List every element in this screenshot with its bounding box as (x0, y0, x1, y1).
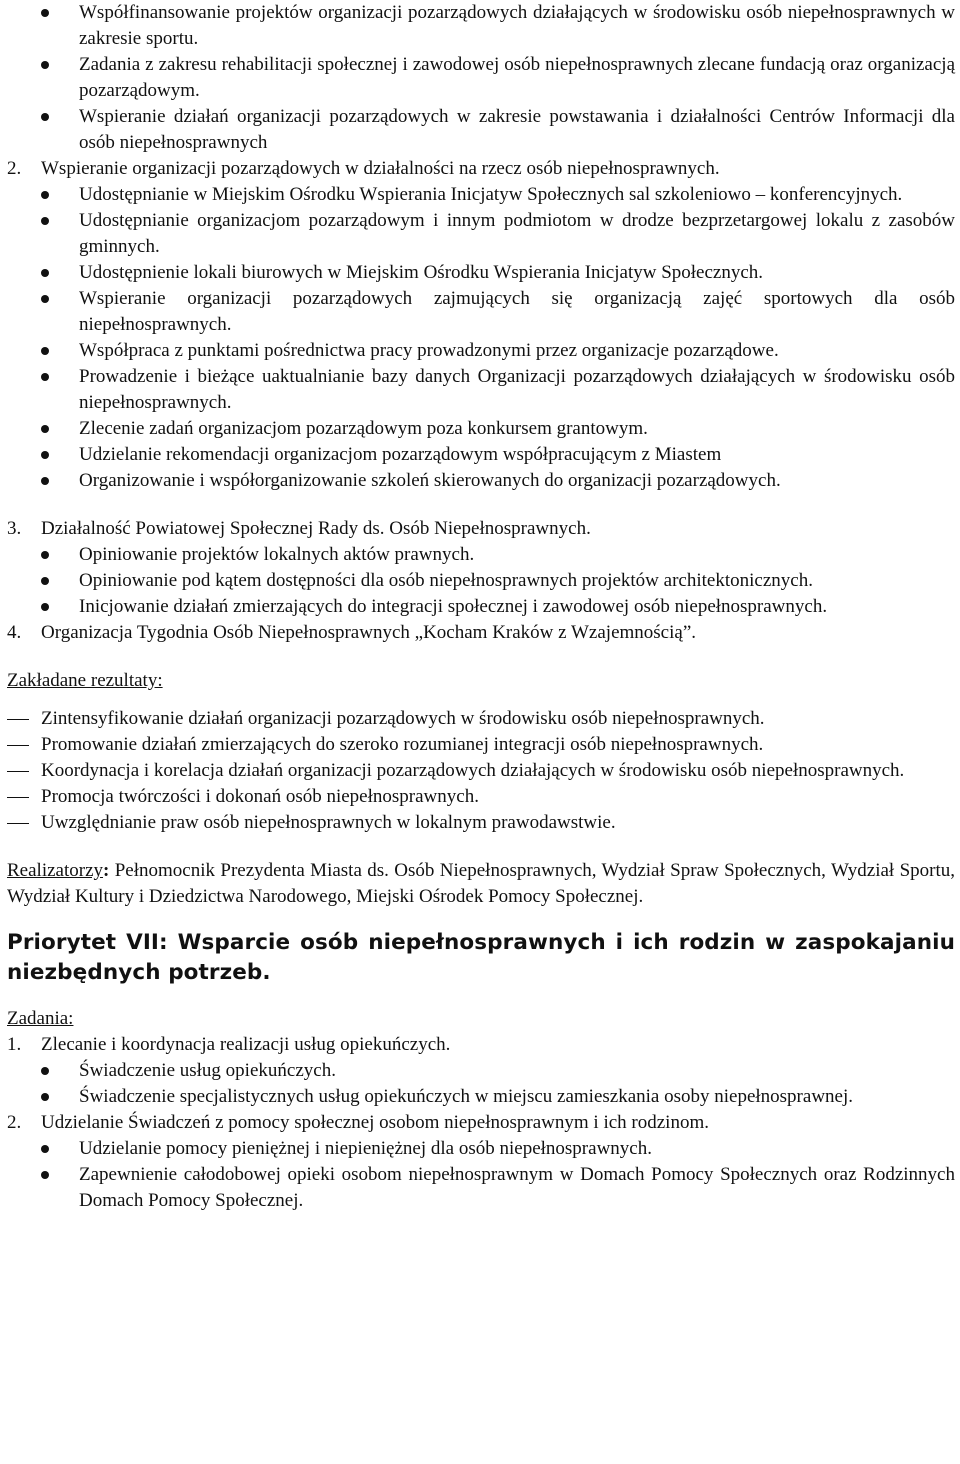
implementers-paragraph (7, 858, 955, 910)
priority-task-2-heading (7, 1110, 955, 1136)
task-title: Zlecanie i koordynacja realizacji usług opiekuńczych. (41, 1034, 451, 1055)
list-item: Organizowanie i współorganizowanie szkoleń skierowanych do organizacji pozarządowych. (7, 468, 955, 494)
task-title: Wspieranie organizacji pozarządowych w działalności na rzecz osób niepełnosprawnych. (41, 158, 720, 179)
task-number: 3. (7, 518, 22, 539)
list-item: Koordynacja i korelacja działań organizacji pozarządowych działających w środowisku osób niepełnosprawnych. (7, 758, 955, 784)
task-3-list (7, 542, 955, 620)
list-item: Współfinansowanie projektów organizacji pozarządowych działających w środowisku osób niepełnosprawnych w zakresie sportu. (7, 0, 955, 52)
list-item: Udzielanie pomocy pieniężnej i niepieniężnej dla osób niepełnosprawnych. (7, 1136, 955, 1162)
list-item: Wspieranie organizacji pozarządowych zajmujących się organizacją zajęć sportowych dla osób niepełnosprawnych. (7, 286, 955, 338)
list-item: Zapewnienie całodobowej opieki osobom niepełnosprawnym w Domach Pomocy Społecznych oraz Rodzinnych Domach Pomocy Społecznej. (7, 1162, 955, 1214)
tasks-heading: Zadania: (7, 1008, 74, 1029)
task-4-heading (7, 620, 955, 646)
list-item: Prowadzenie i bieżące uaktualnianie bazy danych Organizacji pozarządowych działających w środowisku osób niepełnosprawnych. (7, 364, 955, 416)
document-page (7, 0, 955, 1214)
implementers-text: Pełnomocnik Prezydenta Miasta ds. Osób Niepełnosprawnych, Wydział Spraw Społecznych, Wydział Sportu, Wydział Kultury i Dziedzictwa Narodowego, Miejski Ośrodek Pomocy Społecznej. (7, 860, 955, 907)
list-item: Uwzględnianie praw osób niepełnosprawnych w lokalnym prawodawstwie. (7, 810, 955, 836)
list-item: Świadczenie usług opiekuńczych. (7, 1058, 955, 1084)
priority-title: Priorytet VII: Wsparcie osób niepełnosprawnych i ich rodzin w zaspokajaniu niezbędnych potrzeb. (7, 930, 955, 985)
list-item: Zadania z zakresu rehabilitacji społecznej i zawodowej osób niepełnosprawnych zlecane fundacją oraz organizacją pozarządowym. (7, 52, 955, 104)
list-item: Udzielanie rekomendacji organizacjom pozarządowym współpracującym z Miastem (7, 442, 955, 468)
task-title: Działalność Powiatowej Społecznej Rady ds. Osób Niepełnosprawnych. (41, 518, 591, 539)
list-item: Opiniowanie projektów lokalnych aktów prawnych. (7, 542, 955, 568)
list-item: Wspieranie działań organizacji pozarządowych w zakresie powstawania i działalności Centrów Informacji dla osób niepełnosprawnych (7, 104, 955, 156)
task-number: 2. (7, 1112, 22, 1133)
task-3-heading (7, 516, 955, 542)
list-item: Inicjowanie działań zmierzających do integracji społecznej i zawodowej osób niepełnosprawnych. (7, 594, 955, 620)
task-2-list (7, 182, 955, 494)
sport-support-list (7, 0, 955, 156)
list-item: Udostępnianie organizacjom pozarządowym i innym podmiotom w drodze bezprzetargowej lokalu z zasobów gminnych. (7, 208, 955, 260)
priority-task-1-heading (7, 1032, 955, 1058)
results-heading: Zakładane rezultaty: (7, 670, 163, 691)
task-title: Organizacja Tygodnia Osób Niepełnosprawnych „Kocham Kraków z Wzajemnością”. (41, 622, 696, 643)
list-item: Udostępnianie w Miejskim Ośrodku Wspierania Inicjatyw Społecznych sal szkoleniowo – konferencyjnych. (7, 182, 955, 208)
list-item: Promowanie działań zmierzających do szeroko rozumianej integracji osób niepełnosprawnych. (7, 732, 955, 758)
task-2-heading (7, 156, 955, 182)
list-item: Zintensyfikowanie działań organizacji pozarządowych w środowisku osób niepełnosprawnych. (7, 706, 955, 732)
list-item: Zlecenie zadań organizacjom pozarządowym poza konkursem grantowym. (7, 416, 955, 442)
implementers-label: Realizatorzy (7, 860, 104, 881)
list-item: Udostępnienie lokali biurowych w Miejskim Ośrodku Wspierania Inicjatyw Społecznych. (7, 260, 955, 286)
task-number: 2. (7, 158, 22, 179)
priority-task-1-list (7, 1058, 955, 1110)
list-item: Promocja twórczości i dokonań osób niepełnosprawnych. (7, 784, 955, 810)
list-item: Współpraca z punktami pośrednictwa pracy prowadzonymi przez organizacje pozarządowe. (7, 338, 955, 364)
list-item: Opiniowanie pod kątem dostępności dla osób niepełnosprawnych projektów architektonicznych. (7, 568, 955, 594)
task-number: 1. (7, 1034, 22, 1055)
task-number: 4. (7, 622, 22, 643)
results-list (7, 706, 955, 836)
priority-task-2-list (7, 1136, 955, 1214)
list-item: Świadczenie specjalistycznych usług opiekuńczych w miejscu zamieszkania osoby niepełnosprawnej. (7, 1084, 955, 1110)
task-title: Udzielanie Świadczeń z pomocy społecznej osobom niepełnosprawnym i ich rodzinom. (41, 1112, 709, 1133)
implementers-colon: : (103, 860, 110, 881)
